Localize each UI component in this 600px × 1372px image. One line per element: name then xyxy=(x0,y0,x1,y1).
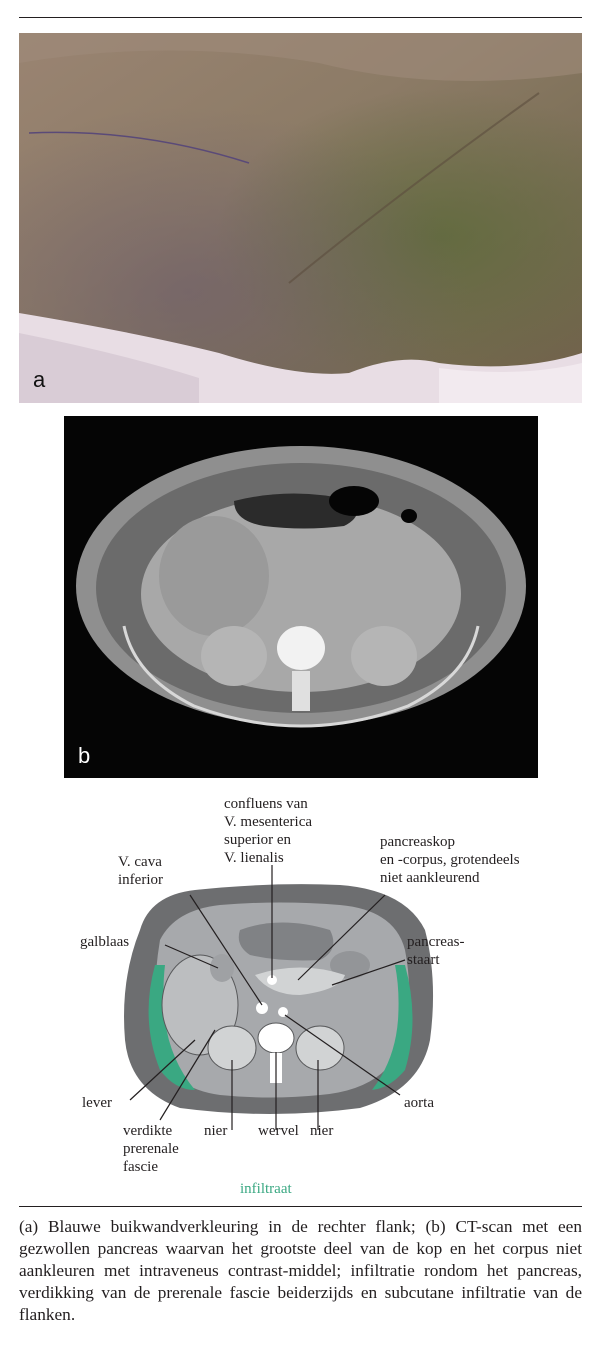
label-aorta: aorta xyxy=(404,1095,434,1111)
panel-b-letter: b xyxy=(78,743,91,768)
vertebra-shape xyxy=(258,1023,294,1053)
kidney-right xyxy=(296,1026,344,1070)
label-pancreaskop: pancreaskop en -corpus, grotendeels niet aankleurend xyxy=(380,834,520,886)
stomach-shape xyxy=(239,923,334,961)
vena-cava-shape xyxy=(256,1002,268,1014)
figure-caption: (a) Blauwe buikwandverkleuring in de rechter flank; (b) CT-scan met een gezwollen pancreas waarvan het grootste deel van de kop en het corpus niet aankleuren met intraveneus contrast-middel; infiltratie rondom het pancreas, verdikking van de prerenale fascie beiderzijds en subcutane infiltratie van de flanken. xyxy=(19,1217,582,1324)
ct-schematic-diagram xyxy=(0,790,600,1210)
label-vcava: V. cava inferior xyxy=(118,854,163,888)
galbladder-shape xyxy=(210,954,234,982)
label-nier-left: nier xyxy=(204,1123,228,1139)
label-infiltraat: infiltraat xyxy=(240,1181,292,1197)
label-verdikte: verdikte prerenale fascie xyxy=(123,1123,179,1175)
abdominal-wall-photo xyxy=(19,33,582,403)
label-confluens: confluens van V. mesenterica superior en V. lienalis xyxy=(224,796,313,866)
top-rule xyxy=(19,17,582,18)
panel-a-letter: a xyxy=(33,367,46,392)
caption-rule xyxy=(19,1206,582,1207)
label-galblaas: galblaas xyxy=(80,934,130,950)
ct-scan-image xyxy=(64,416,538,778)
label-nier-right: nier xyxy=(310,1123,334,1139)
label-wervel: wervel xyxy=(258,1123,299,1139)
label-lever: lever xyxy=(82,1095,112,1111)
label-pancreasstaart: pancreas- staart xyxy=(407,934,465,968)
